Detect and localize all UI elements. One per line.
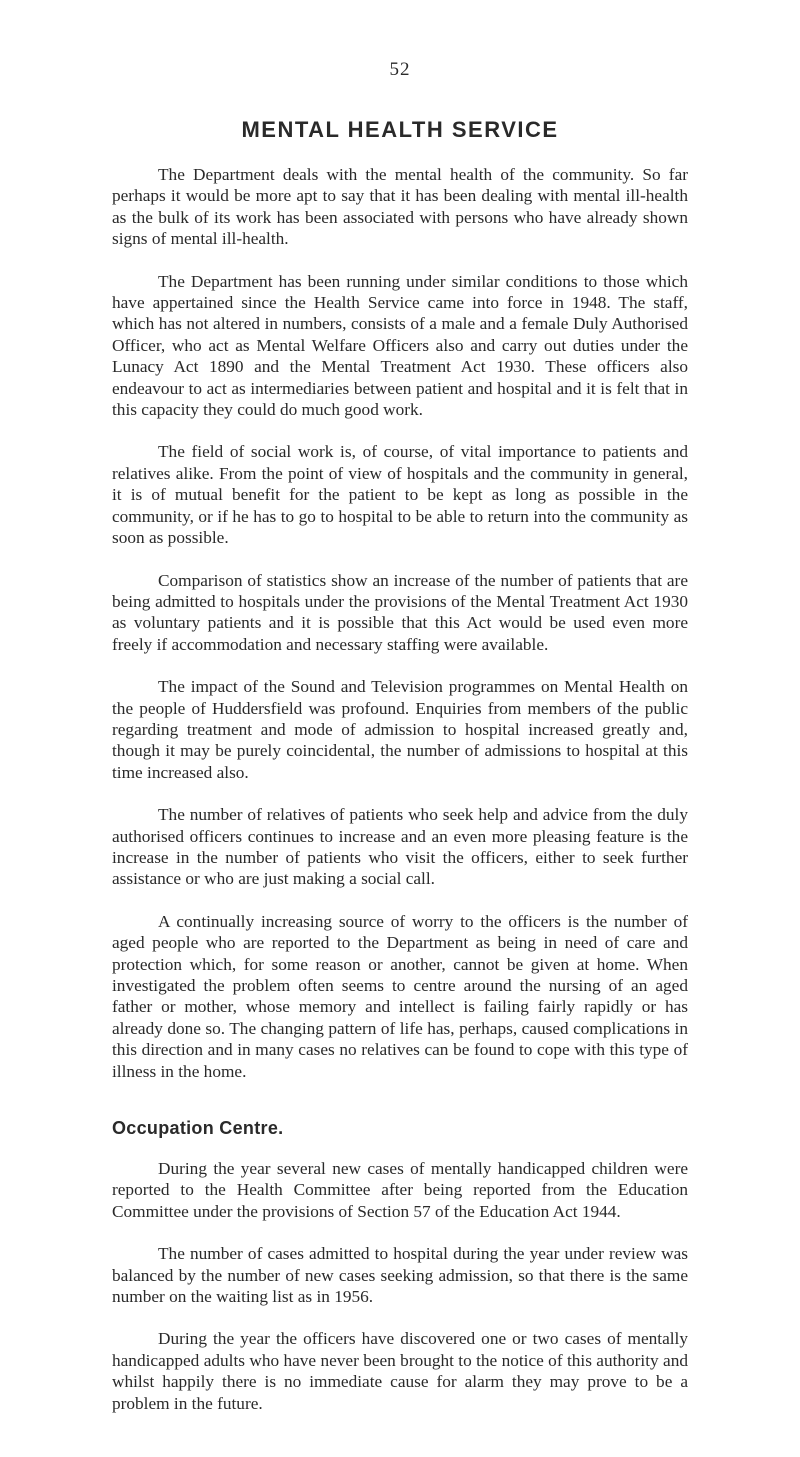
- document-page: [112, 0, 688, 1414]
- section-heading-occupation-centre: Occupation Centre.: [112, 1118, 284, 1139]
- paragraph-intro: The Department deals with the mental health of the community. So far perhaps it would be more apt to say that it has been dealing with mental ill-health as the bulk of its work has been associated with persons who have already shown signs of mental ill-health.: [112, 165, 688, 249]
- paragraph-staffing: The Department has been running under similar conditions to those which have appertained since the Health Service came into force in 1948. The staff, which has not altered in numbers, consists of a male and a female Duly Authorised Officer, who act as Mental Welfare Officers also and carry out duties under the Lunacy Act 1890 and the Mental Treatment Act 1930. These officers also endeavour to act as intermediaries between patient and hospital and it is felt that in this capacity they could do much good work.: [112, 271, 688, 420]
- page-number: 52: [389, 59, 411, 80]
- paragraph-social-work: The field of social work is, of course, of vital importance to patients and relatives alike. From the point of view of hospitals and the community in general, it is of mutual benefit for the patient to be kept as long as possible in the community, or if he has to go to hospital to be able to return into the community as soon as possible.: [112, 442, 688, 548]
- paragraph-broadcast-impact: The impact of the Sound and Television programmes on Mental Health on the people of Huddersfield was profound. Enquiries from members of the public regarding treatment and mode of admission to hospital increased greatly and, though it may be purely coincidental, the number of admissions to hospital at this time increased also.: [112, 677, 688, 782]
- paragraph-relatives: The number of relatives of patients who seek help and advice from the duly authorised officers continues to increase and an even more pleasing feature is the increase in the number of patients who visit the officers, either to seek further assistance or who are just making a social call.: [112, 805, 688, 889]
- paragraph-waiting-list: The number of cases admitted to hospital during the year under review was balanced by the number of new cases seeking admission, so that there is the same number on the waiting list as in 1956.: [112, 1244, 688, 1307]
- page-title: MENTAL HEALTH SERVICE: [241, 117, 559, 142]
- paragraph-new-cases: During the year several new cases of mentally handicapped children were reported to the Health Committee after being reported from the Education Committee under the provisions of Section 57 of the Education Act 1944.: [112, 1159, 688, 1221]
- paragraph-adults: During the year the officers have discovered one or two cases of mentally handicapped adults who have never been brought to the notice of this authority and whilst happily there is no immediate cause for alarm they may prove to be a problem in the future.: [112, 1329, 688, 1413]
- paragraph-aged-people: A continually increasing source of worry to the officers is the number of aged people who are reported to the Department as being in need of care and protection which, for some reason or another, cannot be given at home. When investigated the problem often seems to centre around the nursing of an aged father or mother, whose memory and intellect is failing fairly rapidly or has already done so. The changing pattern of life has, perhaps, caused complications in this direction and in many cases no relatives can be found to cope with this type of illness in the home.: [112, 911, 688, 1081]
- paragraph-statistics: Comparison of statistics show an increase of the number of patients that are being admitted to hospitals under the provisions of the Mental Treatment Act 1930 as voluntary patients and it is possible that this Act would be used even more freely if accommodation and necessary staffing were available.: [112, 570, 688, 654]
